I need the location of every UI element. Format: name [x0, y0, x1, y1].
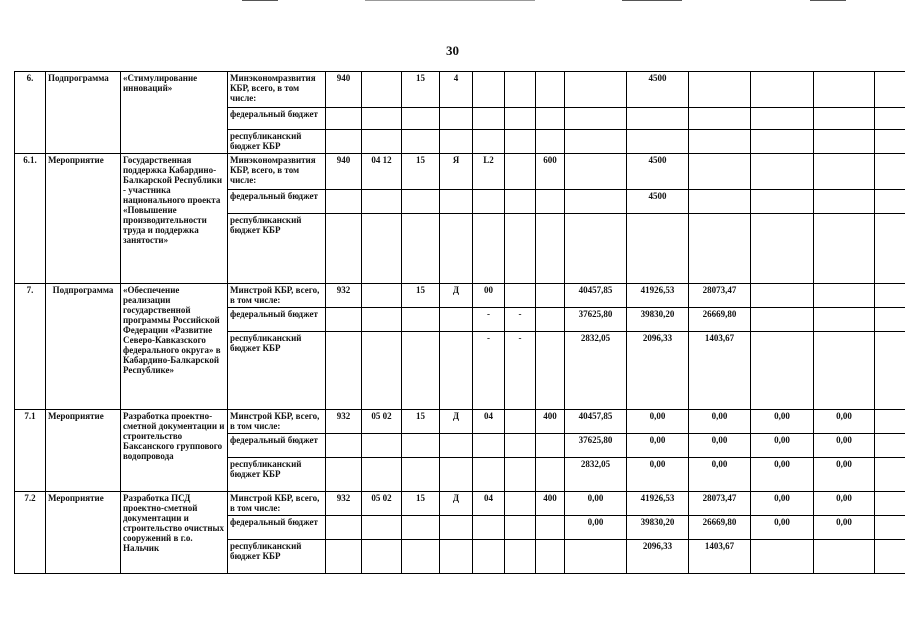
value-1: 37625,80: [565, 434, 627, 458]
program-table: [14, 71, 905, 574]
row-number: 6.1.: [15, 154, 46, 284]
executor: федеральный бюджет: [228, 516, 326, 540]
value-4: 0,00: [751, 410, 814, 434]
value-2: 2096,33: [627, 332, 689, 410]
row-kind: Подпрограмма: [46, 72, 121, 154]
page-number: 30: [446, 43, 459, 58]
rz: 05 02: [362, 492, 402, 516]
cs4: [505, 154, 536, 190]
row-kind: Мероприятие: [46, 154, 121, 284]
value-1: 37625,80: [565, 308, 627, 332]
rz: 04 12: [362, 154, 402, 190]
table-row: [15, 284, 905, 308]
row-number: 7.: [15, 284, 46, 410]
value-1: 2832,05: [565, 458, 627, 492]
cs3: -: [473, 308, 505, 332]
vr: 400: [536, 410, 565, 434]
row-number: 7.1: [15, 410, 46, 492]
value-3: 1403,67: [689, 540, 751, 574]
grbs: 940: [326, 72, 362, 108]
row-name: «Обеспечение реализации государственной программы Российской Федерации «Развитие Северо-Кавказского федерального округа» в Кабардино-Балкарской Республике»: [121, 284, 228, 410]
value-6: [875, 72, 905, 108]
cs4: -: [505, 308, 536, 332]
value-2: 39830,20: [627, 516, 689, 540]
grbs: 932: [326, 492, 362, 516]
value-3: 0,00: [689, 410, 751, 434]
executor: республиканский бюджет КБР: [228, 214, 326, 284]
cs2: Д: [440, 492, 473, 516]
table-row: [15, 492, 905, 516]
value-2: 0,00: [627, 434, 689, 458]
executor: республиканский бюджет КБР: [228, 130, 326, 154]
value-5: 0,00: [814, 410, 875, 434]
cs3: -: [473, 332, 505, 410]
value-4: 0,00: [751, 516, 814, 540]
grbs: 940: [326, 154, 362, 190]
value-3: 0,00: [689, 434, 751, 458]
rz: [362, 284, 402, 308]
scan-artifact: [622, 0, 682, 1]
value-3: [689, 72, 751, 108]
cs2: Д: [440, 410, 473, 434]
executor: федеральный бюджет: [228, 308, 326, 332]
scan-artifact: [242, 0, 278, 1]
value-4: [751, 72, 814, 108]
value-1: 40457,85: [565, 284, 627, 308]
vr: [536, 72, 565, 108]
value-2: 41926,53: [627, 284, 689, 308]
executor: Минстрой КБР, всего, в том числе:: [228, 492, 326, 516]
row-name: Разработка проектно-сметной документации и строительство Баксанского группового водопровода: [121, 410, 228, 492]
cs3: L2: [473, 154, 505, 190]
cs3: 04: [473, 410, 505, 434]
executor: Минэкономразвития КБР, всего, в том числе:: [228, 72, 326, 108]
value-1: [565, 72, 627, 108]
value-2: 0,00: [627, 458, 689, 492]
executor: федеральный бюджет: [228, 108, 326, 130]
rz: [362, 72, 402, 108]
cs3: [473, 72, 505, 108]
cs1: 15: [402, 492, 440, 516]
value-1: 0,00: [565, 492, 627, 516]
scan-artifact: [810, 0, 846, 1]
table-row: [15, 72, 905, 108]
value-1: 2832,05: [565, 332, 627, 410]
value-3: 26669,80: [689, 308, 751, 332]
value-2: 41926,53: [627, 492, 689, 516]
cs3: 04: [473, 492, 505, 516]
value-3: 1403,67: [689, 332, 751, 410]
cs2: 4: [440, 72, 473, 108]
rz: 05 02: [362, 410, 402, 434]
row-name: «Стимулирование инноваций»: [121, 72, 228, 154]
row-kind: Подпрограмма: [46, 284, 121, 410]
row-kind: Мероприятие: [46, 410, 121, 492]
vr: 600: [536, 154, 565, 190]
vr: 400: [536, 492, 565, 516]
row-number: 6.: [15, 72, 46, 154]
value-5: 0,00: [814, 492, 875, 516]
value-3: 26669,80: [689, 516, 751, 540]
value-1: 0,00: [565, 516, 627, 540]
executor: Минстрой КБР, всего, в том числе:: [228, 410, 326, 434]
cs2: Д: [440, 284, 473, 308]
table-row: [15, 154, 905, 190]
cs3: 00: [473, 284, 505, 308]
cs1: 15: [402, 284, 440, 308]
row-name: Разработка ПСД проектно-сметной документации и строительство очистных сооружений в г.о. Нальчик: [121, 492, 228, 574]
grbs: 932: [326, 284, 362, 308]
value-2: 2096,33: [627, 540, 689, 574]
value-2: 4500: [627, 154, 689, 190]
executor: федеральный бюджет: [228, 190, 326, 214]
row-kind: Мероприятие: [46, 492, 121, 574]
executor: республиканский бюджет КБР: [228, 458, 326, 492]
value-2: 39830,20: [627, 308, 689, 332]
cs1: 15: [402, 154, 440, 190]
cs2: Я: [440, 154, 473, 190]
value-2: 4500: [627, 72, 689, 108]
value-4: 0,00: [751, 458, 814, 492]
value-5: [814, 72, 875, 108]
value-3: 28073,47: [689, 284, 751, 308]
executor: республиканский бюджет КБР: [228, 540, 326, 574]
cs4: [505, 72, 536, 108]
value-3: 0,00: [689, 458, 751, 492]
row-number: 7.2: [15, 492, 46, 574]
value-4: 0,00: [751, 434, 814, 458]
vr: [536, 284, 565, 308]
value-3: 28073,47: [689, 492, 751, 516]
executor: республиканский бюджет КБР: [228, 332, 326, 410]
value-5: 0,00: [814, 458, 875, 492]
value-2: 4500: [627, 190, 689, 214]
value-5: 0,00: [814, 434, 875, 458]
value-5: 0,00: [814, 516, 875, 540]
cs1: 15: [402, 410, 440, 434]
value-4: 0,00: [751, 492, 814, 516]
value-1: [565, 154, 627, 190]
executor: Минстрой КБР, всего, в том числе:: [228, 284, 326, 308]
executor: Минэкономразвития КБР, всего, в том числе:: [228, 154, 326, 190]
grbs: 932: [326, 410, 362, 434]
row-name: Государственная поддержка Кабардино-Балкарской Республики - участника национального проекта «Повышение производительности труда и поддержка занятости»: [121, 154, 228, 284]
value-2: 0,00: [627, 410, 689, 434]
cs4: -: [505, 332, 536, 410]
cs4: [505, 284, 536, 308]
value-1: 40457,85: [565, 410, 627, 434]
executor: федеральный бюджет: [228, 434, 326, 458]
scan-artifact: [365, 0, 535, 1]
table-row: [15, 410, 905, 434]
cs1: 15: [402, 72, 440, 108]
